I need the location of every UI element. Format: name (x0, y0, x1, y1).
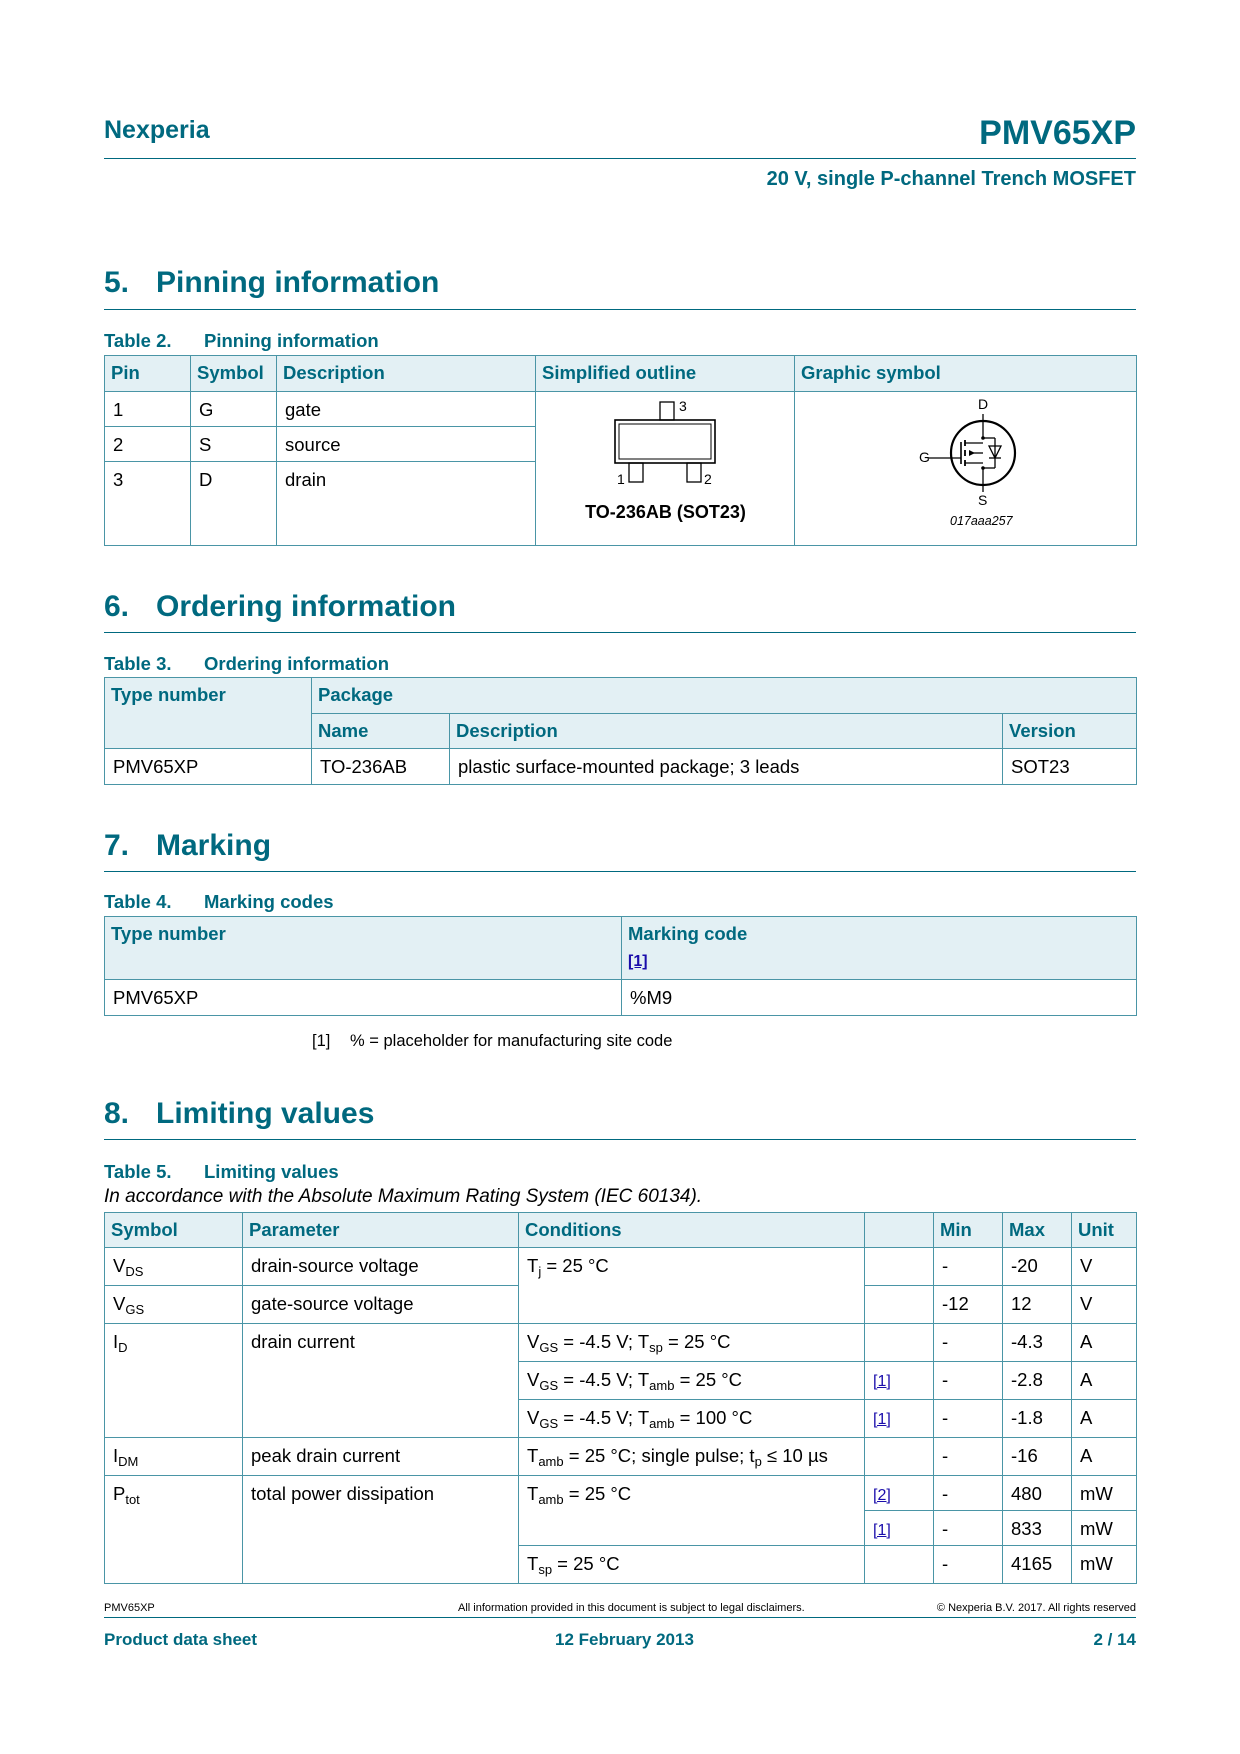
outline-cell (536, 392, 795, 546)
graphic-drain-label: D (978, 396, 989, 412)
min-cell: - (934, 1511, 1003, 1546)
conditions-cell: $T_j = 25$ °C (519, 1248, 865, 1324)
outline-pin3-label: 3 (679, 398, 687, 414)
table5-note: In accordance with the Absolute Maximum Rating System (IEC 60134). (104, 1186, 703, 1207)
package-name-cell: TO-236AB (312, 749, 450, 785)
package-version-cell: SOT23 (1003, 749, 1137, 785)
footer-part-number: PMV65XP (104, 1602, 155, 1614)
min-cell: - (934, 1324, 1003, 1362)
max-cell: 833 (1003, 1511, 1072, 1546)
section-pinning-title: 5. Pinning information (104, 266, 440, 299)
footer-disclaimer: All information provided in this document is subject to legal disclaimers. (458, 1602, 805, 1614)
th-pin: Pin (105, 356, 191, 392)
part-subtitle: 20 V, single P-channel Trench MOSFET (766, 168, 1136, 190)
symbol-id: $I_D$ (105, 1324, 243, 1438)
parameter-cell: drain-source voltage (243, 1248, 519, 1286)
th-version: Version (1003, 714, 1137, 749)
max-cell: 12 (1003, 1286, 1072, 1324)
ref-cell (865, 1511, 934, 1546)
th-type-number: Type number (105, 917, 622, 980)
section-rule (104, 632, 1136, 633)
th-parameter: Parameter (243, 1213, 519, 1248)
marking-code-header-text: Marking code (628, 923, 748, 944)
ref-cell (865, 1476, 934, 1511)
ref-cell (865, 1400, 934, 1438)
footnote-link[interactable]: [1] (628, 953, 648, 970)
pinning-table (104, 355, 1137, 546)
section-limiting-title: 8. Limiting values (104, 1097, 375, 1130)
section-rule (104, 309, 1136, 310)
min-cell: - (934, 1476, 1003, 1511)
conditions-cell: $T_{amb} = 25$ °C; single pulse; $t_p \le 10$ µs (519, 1438, 865, 1476)
ref-cell (865, 1546, 934, 1584)
outline-pin1-label: 1 (617, 471, 625, 487)
graphic-code-label: 017aaa257 (950, 514, 1013, 528)
footer-date: 12 February 2013 (555, 1630, 694, 1649)
ref-cell (865, 1248, 934, 1286)
pin-cell: 3 (105, 462, 191, 546)
unit-cell: mW (1072, 1546, 1137, 1584)
th-simplified-outline: Simplified outline (536, 356, 795, 392)
footer-rule (104, 1617, 1136, 1618)
graphic-symbol-cell (795, 392, 1137, 546)
th-unit: Unit (1072, 1213, 1137, 1248)
section-rule (104, 1139, 1136, 1140)
unit-cell: A (1072, 1362, 1137, 1400)
unit-cell: V (1072, 1248, 1137, 1286)
unit-cell: A (1072, 1400, 1137, 1438)
table4-caption: Table 4. Marking codes (104, 891, 334, 912)
th-description: Description (450, 714, 1003, 749)
brand-name: Nexperia (104, 116, 210, 144)
section-marking-title: 7. Marking (104, 829, 272, 862)
th-min: Min (934, 1213, 1003, 1248)
pin-cell: 2 (105, 427, 191, 462)
symbol-cell: D (191, 462, 277, 546)
footnote-link[interactable]: [2] (873, 1487, 891, 1504)
parameter-cell: gate-source voltage (243, 1286, 519, 1324)
footnote-link[interactable]: [1] (873, 1373, 891, 1390)
min-cell: - (934, 1400, 1003, 1438)
max-cell: 480 (1003, 1476, 1072, 1511)
section-ordering-title: 6. Ordering information (104, 590, 456, 623)
max-cell: -2.8 (1003, 1362, 1072, 1400)
footer-page-number: 2 / 14 (1093, 1630, 1136, 1649)
symbol-vgs: $V_{GS}$ (105, 1286, 243, 1324)
unit-cell: V (1072, 1286, 1137, 1324)
footer-copyright: © Nexperia B.V. 2017. All rights reserved (936, 1602, 1136, 1614)
th-symbol: Symbol (105, 1213, 243, 1248)
parameter-cell: peak drain current (243, 1438, 519, 1476)
conditions-cell: $V_{GS} = -4.5$ V; $T_{sp} = 25$ °C (519, 1324, 865, 1362)
package-description-cell: plastic surface-mounted package; 3 leads (450, 749, 1003, 785)
unit-cell: A (1072, 1438, 1137, 1476)
min-cell: - (934, 1546, 1003, 1584)
conditions-cell: $V_{GS} = -4.5$ V; $T_{amb} = 100$ °C (519, 1400, 865, 1438)
conditions-cell: $V_{GS} = -4.5$ V; $T_{amb} = 25$ °C (519, 1362, 865, 1400)
max-cell: -4.3 (1003, 1324, 1072, 1362)
type-number-cell: PMV65XP (105, 980, 622, 1016)
th-symbol: Symbol (191, 356, 277, 392)
outline-pin2-label: 2 (704, 471, 712, 487)
th-description: Description (277, 356, 536, 392)
footnote-link[interactable]: [1] (873, 1522, 891, 1539)
symbol-vds: $V_{DS}$ (105, 1248, 243, 1286)
footer-doc-type: Product data sheet (104, 1630, 258, 1649)
section-rule (104, 871, 1136, 872)
ref-cell (865, 1286, 934, 1324)
unit-cell: A (1072, 1324, 1137, 1362)
min-cell: - (934, 1438, 1003, 1476)
th-name: Name (312, 714, 450, 749)
graphic-gate-label: G (919, 449, 930, 465)
th-graphic-symbol: Graphic symbol (795, 356, 1137, 392)
symbol-cell: G (191, 392, 277, 427)
table2-caption: Table 2. Pinning information (104, 330, 379, 351)
max-cell: -20 (1003, 1248, 1072, 1286)
marking-code-cell: %M9 (622, 980, 1137, 1016)
min-cell: - (934, 1362, 1003, 1400)
max-cell: -16 (1003, 1438, 1072, 1476)
parameter-cell: drain current (243, 1324, 519, 1438)
description-cell: gate (277, 392, 536, 427)
part-number: PMV65XP (979, 114, 1136, 152)
th-type-number: Type number (105, 678, 312, 749)
unit-cell: mW (1072, 1476, 1137, 1511)
description-cell: drain (277, 462, 536, 546)
max-cell: 4165 (1003, 1546, 1072, 1584)
outline-package-label: TO-236AB (SOT23) (585, 502, 746, 522)
symbol-cell: S (191, 427, 277, 462)
limiting-values-table (104, 1212, 1137, 1584)
max-cell: -1.8 (1003, 1400, 1072, 1438)
ordering-table (104, 677, 1137, 785)
graphic-source-label: S (978, 492, 988, 508)
conditions-cell: $T_{amb} = 25$ °C (519, 1476, 865, 1546)
ref-cell (865, 1324, 934, 1362)
th-package: Package (312, 678, 1137, 714)
symbol-idm: $I_{DM}$ (105, 1438, 243, 1476)
ref-cell (865, 1362, 934, 1400)
pin-cell: 1 (105, 392, 191, 427)
th-marking-code (622, 917, 1137, 980)
type-number-cell: PMV65XP (105, 749, 312, 785)
min-cell: - (934, 1248, 1003, 1286)
header-rule (104, 158, 1136, 159)
footnote-link[interactable]: [1] (873, 1411, 891, 1428)
description-cell: source (277, 427, 536, 462)
table3-caption: Table 3. Ordering information (104, 653, 389, 674)
table5-caption: Table 5. Limiting values (104, 1161, 339, 1182)
footnote: [1] % = placeholder for manufacturing site code (312, 1032, 673, 1050)
ref-cell (865, 1438, 934, 1476)
marking-table (104, 916, 1137, 1016)
th-conditions: Conditions (519, 1213, 865, 1248)
conditions-cell: $T_{sp} = 25$ °C (519, 1546, 865, 1584)
unit-cell: mW (1072, 1511, 1137, 1546)
min-cell: -12 (934, 1286, 1003, 1324)
symbol-ptot: $P_{tot}$ (105, 1476, 243, 1584)
th-max: Max (1003, 1213, 1072, 1248)
parameter-cell: total power dissipation (243, 1476, 519, 1584)
th-ref (865, 1213, 934, 1248)
